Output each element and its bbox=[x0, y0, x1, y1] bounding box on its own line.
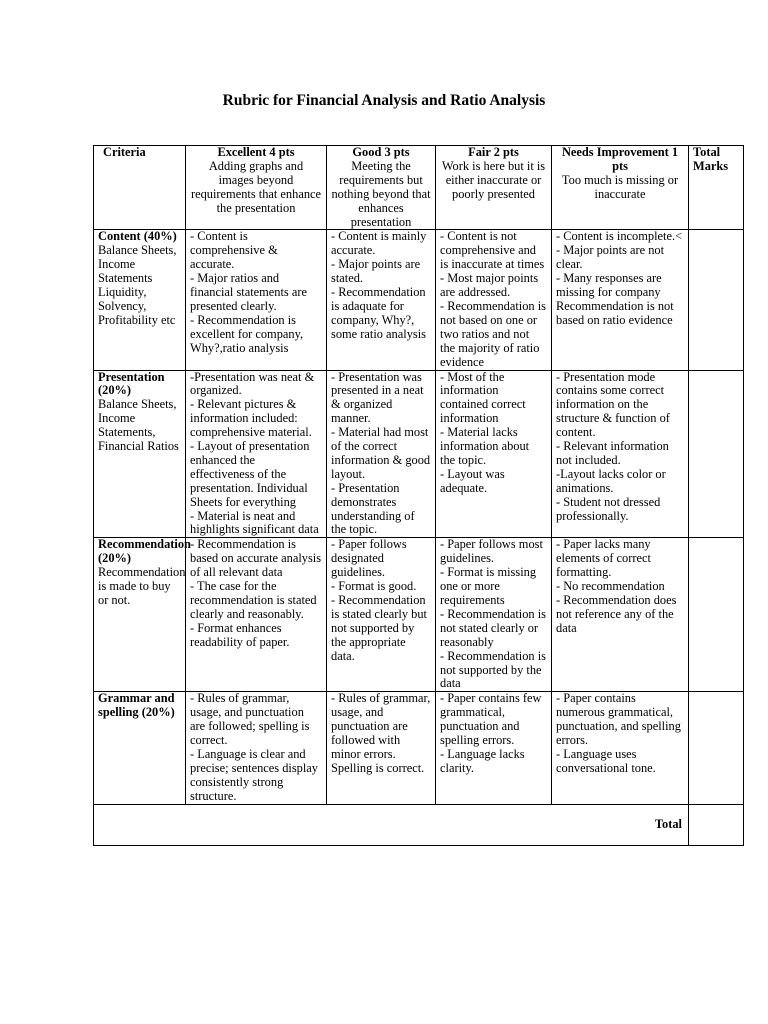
cell-line: - Paper follows designated guidelines. bbox=[331, 537, 407, 580]
rubric-cell bbox=[436, 538, 552, 692]
cell-line: - Format is missing one or more requirements bbox=[440, 565, 537, 607]
rubric-cell bbox=[186, 538, 327, 692]
header-level-needs-improvement bbox=[552, 146, 689, 230]
cell-line: - Most major points are addressed. bbox=[440, 271, 539, 300]
total-marks-cell bbox=[689, 230, 744, 370]
cell-line: - Recommendation is based on accurate analysis of all relevant data bbox=[190, 537, 322, 580]
level-description: Too much is missing or inaccurate bbox=[561, 172, 679, 201]
cell-line: - Content is not comprehensive and is inaccurate at times bbox=[440, 229, 545, 272]
total-marks-cell bbox=[689, 370, 744, 538]
total-row bbox=[94, 804, 744, 845]
level-description: Meeting the requirements but nothing beyond that enhances presentation bbox=[331, 158, 431, 229]
criteria-cell bbox=[94, 692, 186, 804]
rubric-cell bbox=[436, 230, 552, 370]
rubric-cell bbox=[552, 370, 689, 538]
criteria-title: Content (40%) bbox=[98, 229, 177, 244]
rubric-cell bbox=[327, 538, 436, 692]
cell-line: - Relevant pictures & information included: comprehensive material. bbox=[190, 397, 312, 440]
level-label: Excellent 4 pts bbox=[217, 145, 295, 159]
level-label: Needs Improvement 1 pts bbox=[561, 145, 679, 173]
cell-line: - Recommendation is stated clearly but not supported by the appropriate data. bbox=[331, 593, 427, 663]
header-row bbox=[94, 146, 744, 230]
cell-line: - Language is clear and precise; sentences display consistently strong structure. bbox=[190, 746, 318, 803]
cell-line: - Recommendation does not reference any of the data bbox=[556, 593, 677, 635]
rubric-cell bbox=[327, 370, 436, 538]
criteria-title: Presentation (20%) bbox=[98, 369, 165, 398]
rubric-cell bbox=[186, 230, 327, 370]
cell-line: - Major ratios and financial statements are presented clearly. bbox=[190, 271, 307, 313]
cell-line: - Recommendation is adaquate for company, Why?, some ratio analysis bbox=[331, 285, 426, 341]
criteria-cell bbox=[94, 230, 186, 370]
criteria-row-content bbox=[94, 230, 744, 370]
criteria-description: Balance Sheets, Income Statements, Financial Ratios bbox=[98, 397, 179, 454]
criteria-row-presentation bbox=[94, 370, 744, 538]
criteria-title: Grammar and spelling (20%) bbox=[98, 691, 175, 720]
total-marks-cell bbox=[689, 538, 744, 692]
level-label: Fair 2 pts bbox=[468, 145, 519, 159]
rubric-cell bbox=[552, 538, 689, 692]
rubric-cell bbox=[327, 230, 436, 370]
cell-line: -Layout lacks color or animations. bbox=[556, 466, 666, 495]
cell-line: - Many responses are missing for company Recommendation is not based on ratio evidence bbox=[556, 271, 674, 327]
cell-line: - Presentation mode contains some correct information on the structure & function of content. bbox=[556, 369, 670, 440]
cell-line: - Recommendation is excellent for company, Why?,ratio analysis bbox=[190, 312, 304, 355]
cell-line: - Layout of presentation enhanced the effectiveness of the presentation. Individual Sheets for everything bbox=[190, 439, 310, 509]
cell-line: - No recommendation bbox=[556, 579, 665, 594]
total-marks-cell bbox=[689, 692, 744, 804]
criteria-title: Recommendation (20%) bbox=[98, 537, 191, 566]
cell-line: - Material lacks information about the topic. bbox=[440, 425, 530, 467]
cell-line: - Content is incomplete.< bbox=[556, 229, 683, 244]
rubric-cell bbox=[186, 370, 327, 538]
cell-line: - Content is mainly accurate. bbox=[331, 229, 427, 258]
level-label: Good 3 pts bbox=[352, 145, 410, 159]
criteria-row-grammar bbox=[94, 692, 744, 804]
rubric-cell bbox=[327, 692, 436, 804]
rubric-cell bbox=[186, 692, 327, 804]
cell-line: -Presentation was neat & organized. bbox=[190, 369, 315, 398]
cell-line: - Recommendation is not supported by the data bbox=[440, 648, 546, 691]
cell-line: - Recommendation is not based on one or two ratios and not the majority of ratio evidence bbox=[440, 298, 546, 369]
header-level-fair bbox=[436, 146, 552, 230]
cell-line: - Presentation demonstrates understanding of the topic. bbox=[331, 480, 415, 537]
cell-line: - Material is neat and highlights significant data bbox=[190, 508, 319, 537]
cell-line: - Format is good. bbox=[331, 579, 417, 594]
header-level-excellent bbox=[186, 146, 327, 230]
cell-line: - Relevant information not included. bbox=[556, 439, 669, 467]
cell-line: - Recommendation is not stated clearly or reasonably bbox=[440, 606, 546, 649]
cell-line: - Student not dressed professionally. bbox=[556, 494, 661, 523]
cell-line: - Format enhances readability of paper. bbox=[190, 620, 290, 649]
cell-line: - Rules of grammar, usage, and punctuation are followed with minor errors. Spelling is correct. bbox=[331, 691, 431, 775]
cell-line: - Language uses conversational tone. bbox=[556, 746, 656, 775]
header-total-marks: Total Marks bbox=[689, 146, 744, 230]
criteria-description: Recommendation is made to buy or not. bbox=[98, 565, 186, 607]
cell-line: - Rules of grammar, usage, and punctuation are followed; spelling is correct. bbox=[190, 691, 310, 748]
cell-line: - Layout was adequate. bbox=[440, 466, 505, 495]
header-level-good bbox=[327, 146, 436, 230]
level-description: Work is here but it is either inaccurate or poorly presented bbox=[441, 158, 546, 201]
criteria-cell bbox=[94, 370, 186, 538]
criteria-row-recommendation bbox=[94, 538, 744, 692]
cell-line: - Paper contains few grammatical, punctuation and spelling errors. bbox=[440, 691, 542, 748]
cell-line: - The case for the recommendation is stated clearly and reasonably. bbox=[190, 579, 317, 621]
cell-line: - Paper follows most guidelines. bbox=[440, 537, 543, 566]
level-description: Adding graphs and images beyond requirements that enhance the presentation bbox=[190, 158, 322, 215]
cell-line: - Paper lacks many elements of correct formatting. bbox=[556, 537, 651, 580]
rubric-table bbox=[93, 145, 744, 846]
total-label: Total bbox=[94, 804, 689, 845]
cell-line: - Material had most of the correct information & good layout. bbox=[331, 425, 431, 481]
cell-line: - Most of the information contained correct information bbox=[440, 369, 526, 426]
rubric-cell bbox=[552, 230, 689, 370]
cell-line: - Language lacks clarity. bbox=[440, 746, 525, 775]
rubric-cell bbox=[552, 692, 689, 804]
header-criteria: Criteria bbox=[94, 146, 186, 230]
rubric-cell bbox=[436, 370, 552, 538]
rubric-cell bbox=[436, 692, 552, 804]
cell-line: - Major points are not clear. bbox=[556, 243, 665, 272]
document-title: Rubric for Financial Analysis and Ratio Analysis bbox=[222, 92, 546, 109]
cell-line: - Paper contains numerous grammatical, punctuation, and spelling errors. bbox=[556, 691, 681, 748]
criteria-cell bbox=[94, 537, 191, 692]
total-value-cell bbox=[689, 804, 744, 845]
cell-line: - Major points are stated. bbox=[331, 257, 421, 286]
criteria-description: Balance Sheets, Income Statements Liquidity, Solvency, Profitability etc bbox=[98, 243, 177, 327]
cell-line: - Presentation was presented in a neat & organized manner. bbox=[331, 369, 424, 426]
cell-line: - Content is comprehensive & accurate. bbox=[190, 229, 278, 272]
